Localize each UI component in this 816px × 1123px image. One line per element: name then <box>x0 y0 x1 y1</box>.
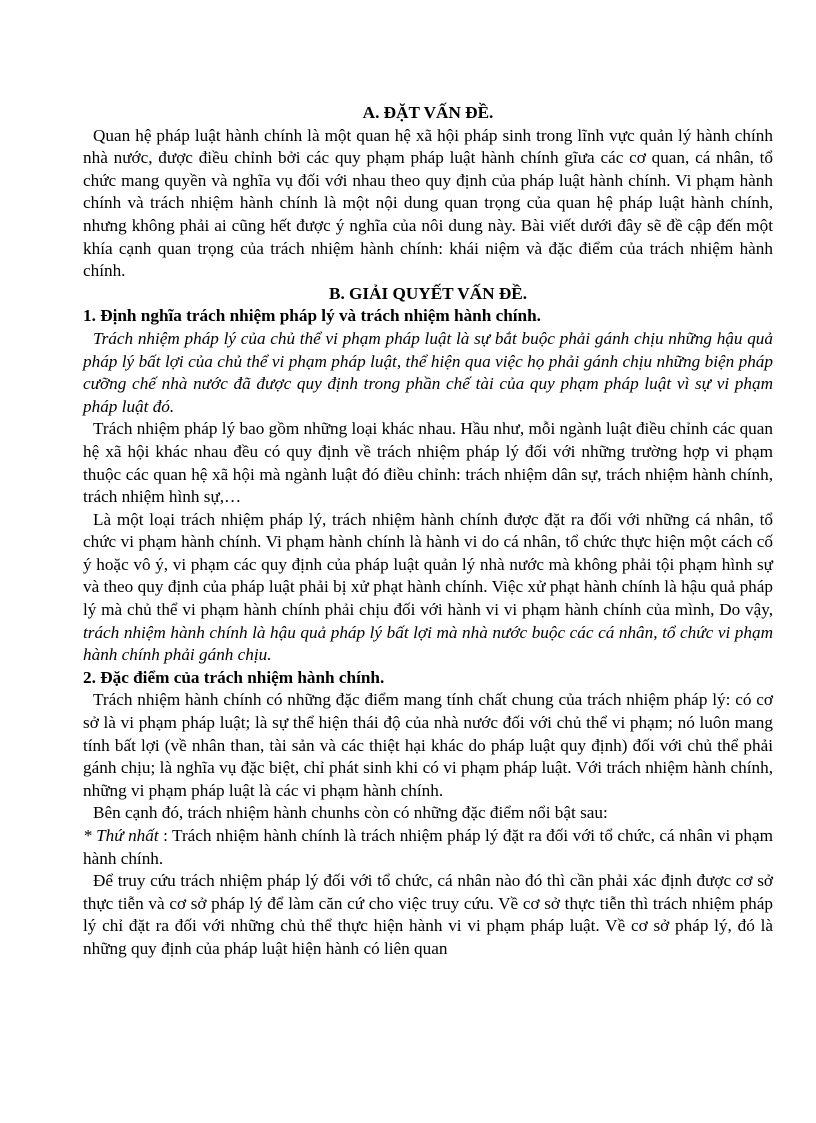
features-paragraph: Trách nhiệm hành chính có những đặc điểm mang tính chất chung của trách nhiệm pháp lý: có cơ sở là vi phạm pháp luật; là sự thể hiện thái độ của nhà nước đối với chủ thể vi phạm; nó luôn mang tính bất lợi (về nhân than, tài sản và các thiệt hại khác do pháp luật quy định) đối với chủ thể phải gánh chịu; là nghĩa vụ đặc biệt, chỉ phát sinh khi có vi phạm pháp luật. Với trách nhiệm hành chính, những vi phạm pháp luật là các vi phạm hành chính. <box>83 690 773 800</box>
intro-paragraph: Quan hệ pháp luật hành chính là một quan hệ xã hội pháp sinh trong lĩnh vực quản lý hành chính nhà nước, được điều chỉnh bởi các quy phạm pháp luật hành chính gĩưa các cơ quan, cá nhân, tổ chức mang quyền và nghĩa vụ đối với nhau theo quy định của pháp luật hành chính. Vi phạm hành chính và trách nhiệm hành chính là một nội dung quan trọng của quan hệ pháp luật hành chính, nhưng không phải ai cũng hết được ý nghĩa của nôi dung này. Bài viết dưới đây sẽ đề cập đến một khía cạnh quan trọng của trách nhiệm hành chính: khái niệm và đặc điểm của trách nhiệm hành chính. <box>83 125 773 281</box>
subheading-definition: 1. Định nghĩa trách nhiệm pháp lý và trách nhiệm hành chính. <box>83 306 541 326</box>
admin-liability-definition: trách nhiệm hành chính là hậu quả pháp lý bất lợi mà nhà nước buộc các cá nhân, tổ chức vi phạm hành chính phải gánh chịu. <box>83 622 773 665</box>
section-b-heading: B. GIẢI QUYẾT VẤN ĐỀ. <box>328 283 528 303</box>
first-feature-paragraph <box>83 825 773 870</box>
definition-paragraph: Trách nhiệm pháp lý của chủ thể vi phạm pháp luật là sự bắt buộc phải gánh chịu những hậu quả pháp lý bất lợi của chủ thể vi phạm pháp luật, thể hiện qua việc họ phải gánh chịu những biện pháp cưỡng chế nhà nước đã được quy định trong phần chế tài của quy phạm pháp luật vì sự vi phạm pháp luật đó. <box>83 328 773 416</box>
subheading-features: 2. Đặc điểm của trách nhiệm hành chính. <box>83 667 385 687</box>
types-paragraph: Trách nhiệm pháp lý bao gồm những loại khác nhau. Hầu như, mỗi ngành luật điều chỉnh các quan hệ xã hội khác nhau đều có quy định về trách nhiệm pháp lý đối với những trường hợp vi phạm thuộc các quan hệ xã hội mà ngành luật đó điều chỉnh: trách nhiệm dân sự, trách nhiệm hành chính, trách nhiệm hình sự,… <box>83 419 773 507</box>
section-a-heading: A. ĐẶT VẤN ĐỀ. <box>362 103 494 122</box>
first-feature-label: * Thứ nhất <box>83 826 159 845</box>
document-page <box>83 102 773 961</box>
first-feature-text: : Trách nhiệm hành chính là trách nhiệm pháp lý đặt ra đối với tổ chức, cá nhân vi phạm hành chính. <box>83 826 773 868</box>
admin-liability-paragraph <box>83 509 773 667</box>
besides-paragraph: Bên cạnh đó, trách nhiệm hành chunhs còn có những đặc điểm nổi bật sau: <box>93 803 608 823</box>
admin-liability-text: Là một loại trách nhiệm pháp lý, trách nhiệm hành chính được đặt ra đối với những cá nhân, tổ chức vi phạm hành chính. Vi phạm hành chính là hành vi do cá nhân, tổ chức thực hiện một cách cố ý hoặc vô ý, vi phạm các quy định của pháp luật quản lý nhà nước mà không phải tội phạm hình sự và theo quy định của pháp luật phải bị xử phạt hành chính. Việc xử phạt hành chính là hậu quả pháp lý mà chủ thể vi phạm hành chính phải chịu đối với hành vi vi phạm hành chính của mình, Do vậy, <box>83 509 773 620</box>
basis-paragraph: Để truy cứu trách nhiệm pháp lý đối với tổ chức, cá nhân nào đó thì cần phải xác định được cơ sở thực tiễn và cơ sở pháp lý để làm căn cứ cho việc truy cứu. Về cơ sở thực tiễn thì trách nhiệm pháp lý chỉ đặt ra đối với những chủ thể thực hiện hành vi vi phạm pháp luật. Về cơ sở pháp lý, đó là những quy định của pháp luật hiện hành có liên quan <box>83 871 773 958</box>
